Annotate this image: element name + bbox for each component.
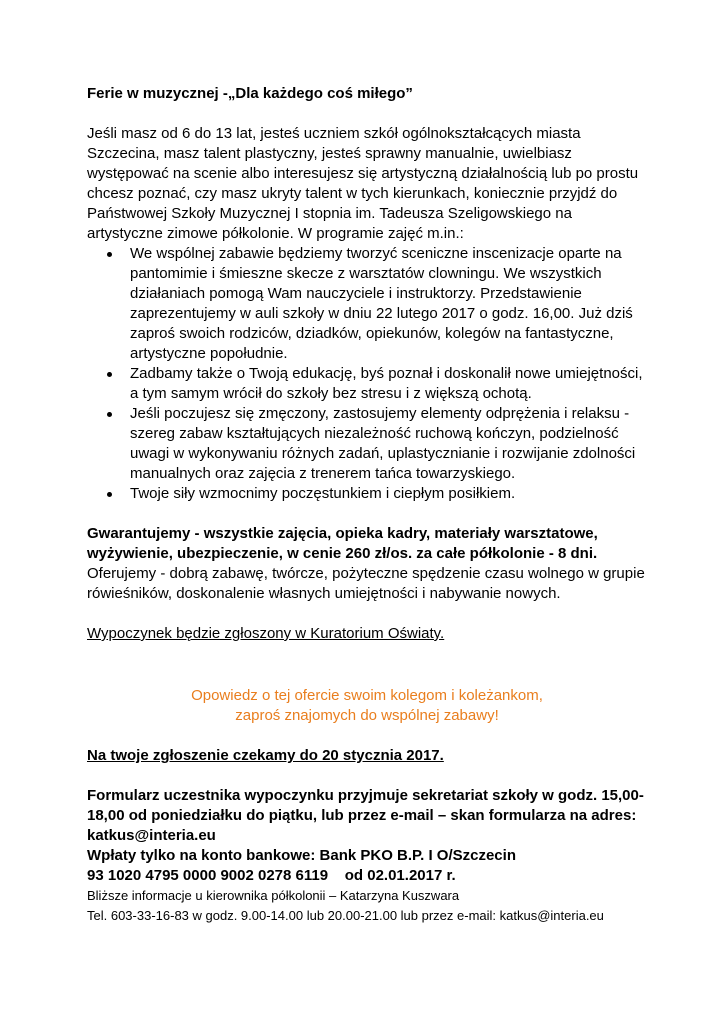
list-item-text: Twoje siły wzmocnimy poczęstunkiem i ciepłym posiłkiem. (130, 485, 516, 502)
promo-line-1: Opowiedz o tej ofercie swoim kolegom i koleżankom, (191, 687, 543, 704)
registration-note: Wypoczynek będzie zgłoszony w Kuratorium Oświaty. (87, 625, 445, 642)
list-item-text: Jeśli poczujesz się zmęczony, zastosujemy elementy odprężenia i relaksu - szereg zabaw kształtujących niezależność ruchową kończyn, podzielność uwagi w wykonywaniu różnych zadań, uplastycznianie i rozwijanie zdolności manualnych oraz zajęcia z trenerem tańca towarzyskiego. (130, 405, 636, 482)
account-line: 93 1020 4795 0000 9002 0278 6119 od 02.01.2017 r. (87, 867, 456, 884)
list-item (87, 484, 647, 504)
list-item (87, 364, 647, 404)
bullet-icon (107, 372, 112, 377)
contact-phone: Tel. 603-33-16-83 w godz. 9.00-14.00 lub 20.00-21.00 lub przez e-mail: katkus@interia.eu (87, 908, 604, 923)
document-title: Ferie w muzycznej -„Dla każdego coś miłego” (87, 85, 413, 102)
form-info-paragraph: Formularz uczestnika wypoczynku przyjmuje sekretariat szkoły w godz. 15,00-18,00 od poniedziałku do piątku, lub przez e-mail – skan formularza na adres: katkus@interia.eu (87, 787, 644, 844)
bullet-icon (107, 412, 112, 417)
program-list (87, 244, 647, 504)
document-page (87, 84, 647, 926)
list-item (87, 404, 647, 484)
offer-paragraph: Oferujemy - dobrą zabawę, twórcze, pożyteczne spędzenie czasu wolnego w grupie rówieśników, doskonalenie własnych umiejętności i nabywanie nowych. (87, 565, 645, 602)
list-item-text: Zadbamy także o Twoją edukację, byś poznał i doskonalił nowe umiejętności, a tym samym wrócił do szkoły bez stresu i z większą ochotą. (130, 365, 643, 402)
payment-line: Wpłaty tylko na konto bankowe: Bank PKO B.P. I O/Szczecin (87, 847, 516, 864)
bullet-icon (107, 252, 112, 257)
intro-paragraph: Jeśli masz od 6 do 13 lat, jesteś uczniem szkół ogólnokształcących miasta Szczecina, masz talent plastyczny, jesteś sprawny manualnie, uwielbiasz występować na scenie albo interesujesz się artystyczną działalnością lub po prostu chcesz poznać, czy masz ukryty talent w tych kierunkach, koniecznie przyjdź do Państwowej Szkoły Muzycznej I stopnia im. Tadeusza Szeligowskiego na artystyczne zimowe półkolonie. W programie zajęć m.in.: (87, 125, 639, 242)
guarantee-paragraph: Gwarantujemy - wszystkie zajęcia, opieka kadry, materiały warsztatowe, wyżywienie, ubezpieczenie, w cenie 260 zł/os. za całe półkolonie - 8 dni. (87, 525, 598, 562)
list-item (87, 244, 647, 364)
contact-person: Bliższe informacje u kierownika półkolonii – Katarzyna Kuszwara (87, 888, 460, 903)
deadline-note: Na twoje zgłoszenie czekamy do 20 stycznia 2017. (87, 747, 444, 764)
promo-line-2: zaproś znajomych do wspólnej zabawy! (235, 707, 499, 724)
bullet-icon (107, 492, 112, 497)
list-item-text: We wspólnej zabawie będziemy tworzyć sceniczne inscenizacje oparte na pantomimie i śmieszne skecze z warsztatów clowningu. We wszystkich działaniach pomogą Wam nauczyciele i instruktorzy. Przedstawienie zaprezentujemy w auli szkoły w dniu 22 lutego 2017 o godz. 16,00. Już dziś zaproś swoich rodziców, dziadków, opiekunów, kolegów na fantastyczne, artystyczne popołudnie. (130, 245, 633, 362)
